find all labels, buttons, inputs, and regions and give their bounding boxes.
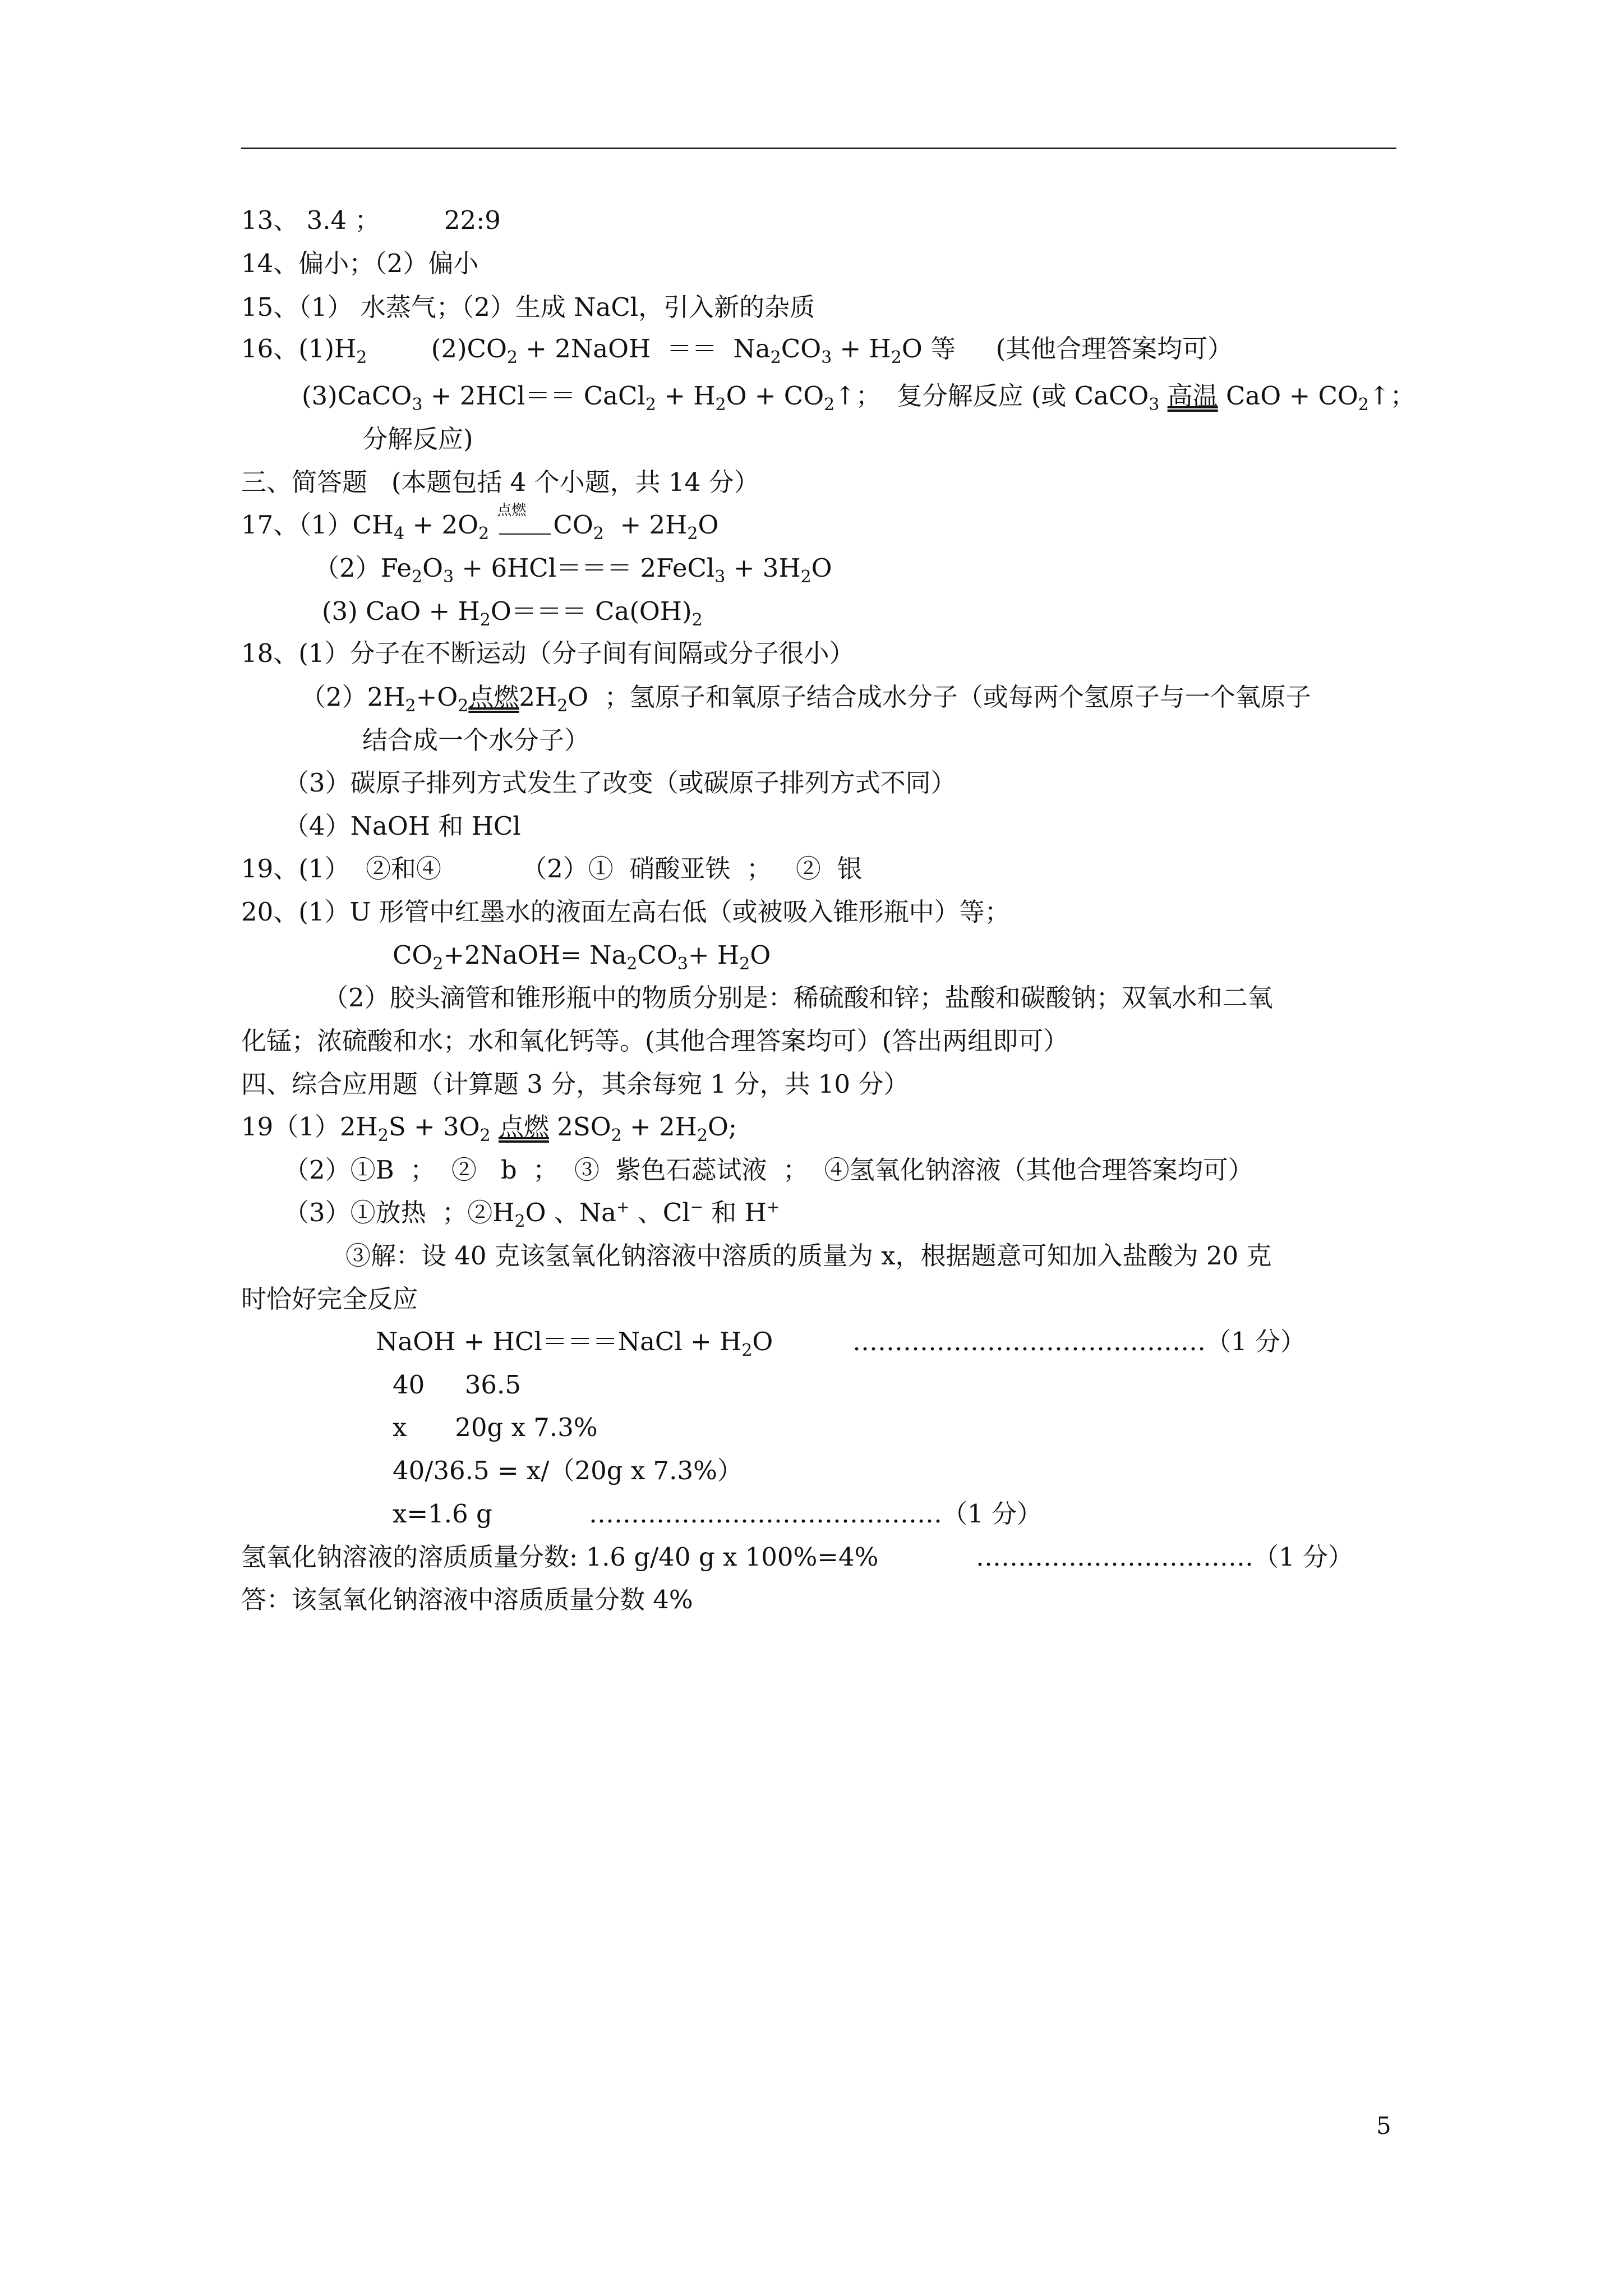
calc-points-3: ……………………………（1 分） [976,1542,1353,1572]
calc-points-2: ……………………………………（1 分） [589,1499,1042,1529]
condition-ignite-2: 点燃 [468,682,519,712]
answer-20-line-1: 20、(1）U 形管中红墨水的液面左高右低（或被吸入锥形瓶中）等； [241,897,1010,927]
answer-18-line-2: $(2)2H_2+O_2$点燃$2H_2O$ ；氢原子和氧原子结合成水分子（或每两个氢原子与一个氧原子 [301,682,1311,716]
calc-ratio: 40/36.5 = x/（20g x 7.3%） [393,1456,743,1485]
answer-16-line-3: 分解反应) [362,424,473,454]
answer-20-line-2: $CO_2+2NaOH= Na_2CO_3+ H_2O$ [393,940,771,974]
calc-unknowns: x 20g x 7.3% [393,1412,598,1442]
answer-17-line-2: $(2)Fe_2O_3 + 6HCl===$ 2FeCl$_3$ + $3H_2O$ [314,553,832,587]
answer-18-line-5: （4）NaOH 和 HCl [284,811,521,841]
calc-equation: NaOH + HCl＝＝＝NaCl + $H_2O$ [376,1327,773,1360]
answer-18-line-3: 结合成一个水分子） [362,725,590,755]
answer-17-line-3: (3) CaO + $H_2O=== Ca(OH)_2$ [322,596,703,630]
answer-16-line-2: (3)CaCO$_3$ + 2HCl＝＝ CaCl$_2$ + $H_2O$ + $CO_2↑$； 复分解反应 (或 CaCO$_3$ 高温 CaO + $CO_2↑$； [302,381,1415,415]
calc-points-1: ……………………………………（1 分） [852,1327,1306,1356]
calc-masses: 40 36.5 [393,1370,521,1400]
calc-fraction: 氢氧化钠溶液的溶质质量分数: 1.6 g/40 g x 100%=4% [241,1542,879,1572]
answer-18-line-1: 18、(1）分子在不断运动（分子间有间隔或分子很小） [241,638,855,668]
answer-20-line-3: （2）胶头滴管和锥形瓶中的物质分别是：稀硫酸和锌；盐酸和碳酸钠；双氧水和二氧 [323,983,1273,1013]
answer-s4-19-line-2: （2）①B ； ② b ； ③ 紫色石蕊试液 ； ④氢氧化钠溶液（其他合理答案均可） [284,1155,1253,1185]
answer-20-line-4: 化锰；浓硫酸和水；水和氧化钙等。(其他合理答案均可）(答出两组即可） [241,1026,1069,1056]
condition-high-temp: 高温 [1167,381,1218,411]
answer-s4-19-line-5: 时恰好完全反应 [241,1284,418,1314]
condition-ignite-3: 点燃 [498,1112,549,1142]
answer-15: 15、（1） 水蒸气；（2）生成 NaCl，引入新的杂质 [241,292,815,322]
page-number: 5 [1376,2112,1391,2139]
answer-16-line-1: 16、$(1)H_2$ $(2)CO_2$ + 2NaOH ＝＝ $Na_2CO_3 + H_2O$ 等 (其他合理答案均可） [241,334,1233,367]
header-rule [241,148,1396,149]
answer-s4-19-line-4: ③解：设 40 克该氢氧化钠溶液中溶质的质量为 x，根据题意可知加入盐酸为 20 克 [345,1241,1272,1271]
section-3-heading: 三、简答题 (本题包括 4 个小题，共 14 分） [241,467,759,497]
calc-result: x=1.6 g [393,1499,492,1529]
answer-s4-19-line-3: （3）①放热 ；$②H_2O$ 、Na+ 、Cl− 和 H+ [284,1198,780,1231]
answer-17-line-1: 17、$(1)CH_4 + 2O_2$ 点燃 $CO_2 + 2H_2O$ [241,502,719,544]
answer-18-line-4: （3）碳原子排列方式发生了改变（或碳原子排列方式不同） [284,768,956,798]
answer-13: 13、 3.4 ； 22:9 [241,205,501,235]
calc-answer: 答：该氢氧化钠溶液中溶质质量分数 4% [241,1585,693,1614]
answer-14: 14、偏小；（2）偏小 [241,249,479,278]
condition-ignite: 点燃 [497,510,553,540]
answer-s4-19-line-1: $19(1)2H_2S + 3O_2$ 点燃 $2SO_2 + 2H_2O$; [241,1112,737,1145]
section-4-heading: 四、综合应用题（计算题 3 分，其余每宛 1 分，共 10 分） [241,1069,909,1099]
answer-19: 19、(1） ②和④ （2）① 硝酸亚铁 ； ② 银 [241,854,863,884]
